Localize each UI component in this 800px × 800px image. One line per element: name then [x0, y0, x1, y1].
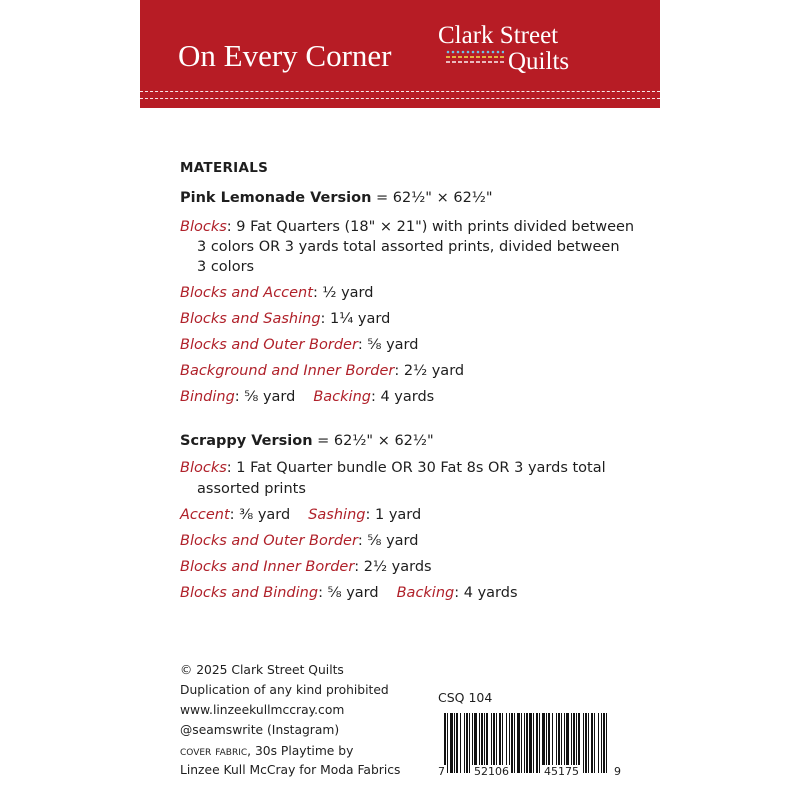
- barcode-bar: [521, 713, 522, 773]
- barcode-group-2: 45175: [544, 765, 579, 778]
- pink-version-name: Pink Lemonade Version: [180, 190, 372, 206]
- scrappy-version-size: = 62½" × 62½": [312, 433, 434, 449]
- header-banner: [140, 0, 660, 108]
- scrappy-accent-text: : ⅜ yard: [229, 507, 291, 523]
- barcode-bar: [591, 713, 593, 773]
- pink-binding-label: Binding: [180, 389, 235, 405]
- barcode-bar: [546, 713, 547, 773]
- barcode-digit-1: 7: [438, 765, 445, 778]
- barcode-digit-last: 9: [614, 765, 621, 778]
- barcode-bar: [588, 713, 589, 773]
- barcode-bar: [486, 713, 488, 773]
- barcode-bar: [514, 713, 515, 773]
- pink-background-label: Background and Inner Border: [180, 363, 395, 379]
- pink-binding-line: [180, 389, 434, 405]
- scrappy-binding-line: [180, 585, 518, 601]
- logo-line-2: Quilts: [508, 48, 570, 75]
- barcode-group-1: 52106: [474, 765, 509, 778]
- logo-line-1: Clark Street: [438, 22, 559, 49]
- barcode-bar: [454, 713, 455, 773]
- cover-fabric-text: , 30s Playtime by: [247, 744, 354, 758]
- pink-sashing-line: [180, 311, 390, 327]
- barcode-bar: [450, 713, 453, 773]
- scrappy-blocks-label: Blocks: [180, 460, 227, 476]
- pattern-title: On Every Corner: [178, 38, 392, 73]
- barcode-bar: [460, 713, 461, 773]
- pink-version-size: = 62½" × 62½": [371, 190, 493, 206]
- scrappy-binding-text: : ⅝ yard: [318, 585, 379, 601]
- barcode-bar: [539, 713, 540, 773]
- barcode-bar: [524, 713, 525, 773]
- pink-background-text: : 2½ yard: [394, 363, 465, 379]
- scrappy-outer-text: : ⅝ yard: [357, 533, 419, 549]
- scrappy-sashing-text: : 1 yard: [365, 507, 422, 523]
- barcode-bar: [484, 713, 485, 773]
- barcode-bar: [481, 713, 483, 773]
- scrappy-version-title: [180, 433, 434, 449]
- scrappy-accent-line: [180, 507, 421, 523]
- barcode-bar: [456, 713, 458, 773]
- barcode-bar: [558, 713, 560, 773]
- barcode-bar: [509, 713, 510, 773]
- barcode-bar: [474, 713, 477, 773]
- barcode-bar: [606, 713, 607, 773]
- barcode-bar: [603, 713, 605, 773]
- pink-binding-text: : ⅝ yard: [234, 389, 296, 405]
- scrappy-blocks-text: : 1 Fat Quarter bundle OR 30 Fat 8s OR 3 yards total: [226, 460, 606, 476]
- sku-code: CSQ 104: [438, 690, 493, 705]
- pink-backing-label: Backing: [313, 389, 371, 405]
- barcode-bar: [548, 713, 550, 773]
- barcode-bar: [472, 713, 473, 773]
- pattern-back-cover: [140, 0, 660, 800]
- scrappy-inner-text: : 2½ yards: [354, 559, 432, 575]
- pink-blocks-line: [180, 219, 634, 235]
- scrappy-blocks-cont: assorted prints: [197, 481, 306, 497]
- pink-outer-text: : ⅝ yard: [357, 337, 419, 353]
- barcode-bar: [464, 713, 465, 773]
- scrappy-binding-label: Blocks and Binding: [180, 585, 319, 601]
- scrappy-outer-label: Blocks and Outer Border: [180, 533, 358, 549]
- barcode-bar: [556, 713, 557, 773]
- pink-backing-text: : 4 yards: [370, 389, 435, 405]
- logo-stitch-icon: [446, 50, 504, 64]
- stitch-line-bottom: [140, 98, 660, 99]
- website-link[interactable]: www.linzeekullmccray.com: [180, 703, 345, 717]
- cover-fabric-line: [180, 743, 353, 758]
- barcode-bar: [561, 713, 562, 773]
- barcode-bar: [566, 713, 569, 773]
- pink-sashing-text: : 1¼ yard: [320, 311, 391, 327]
- cover-fabric-label: cover fabric: [180, 743, 248, 758]
- scrappy-outer-line: [180, 533, 418, 549]
- pink-blocks-cont-2: 3 colors: [197, 259, 255, 275]
- barcode-bar: [533, 713, 534, 773]
- scrappy-sashing-label: Sashing: [308, 507, 366, 523]
- pink-version-title: [180, 190, 493, 206]
- pink-sashing-label: Blocks and Sashing: [180, 311, 321, 327]
- barcode-bar: [526, 713, 528, 773]
- barcode-bar: [529, 713, 532, 773]
- pink-blocks-label: Blocks: [180, 219, 227, 235]
- barcode-bar: [491, 713, 492, 773]
- barcode-bar: [601, 713, 602, 773]
- pink-blocks-cont-1: 3 colors OR 3 yards total assorted prints, divided between: [197, 239, 620, 255]
- barcode-bar: [564, 713, 565, 773]
- barcode-bar: [576, 713, 577, 773]
- pink-background-line: [180, 363, 464, 379]
- instagram-handle: @seamswrite (Instagram): [180, 723, 340, 737]
- barcode-bar: [493, 713, 495, 773]
- pink-accent-label: Blocks and Accent: [180, 285, 313, 301]
- pink-outer-line: [180, 337, 418, 353]
- barcode-bar: [594, 713, 595, 773]
- pink-accent-text: : ½ yard: [312, 285, 374, 301]
- barcode-bar: [598, 713, 599, 773]
- scrappy-blocks-line: [180, 460, 606, 476]
- barcode-icon: [444, 713, 608, 773]
- scrappy-accent-label: Accent: [180, 507, 230, 523]
- scrappy-inner-line: [180, 559, 432, 575]
- barcode-bar: [466, 713, 468, 773]
- pink-outer-label: Blocks and Outer Border: [180, 337, 358, 353]
- scrappy-version-name: Scrappy Version: [180, 433, 313, 449]
- brand-logo: [438, 22, 588, 78]
- barcode-bar: [506, 713, 507, 773]
- barcode-bar: [571, 713, 572, 773]
- barcode-bar: [469, 713, 470, 773]
- barcode-bar: [496, 713, 497, 773]
- barcode-bar: [511, 713, 513, 773]
- barcode-bar: [444, 713, 446, 773]
- scrappy-backing-text: : 4 yards: [454, 585, 518, 601]
- barcode-bar: [573, 713, 575, 773]
- pink-blocks-text: : 9 Fat Quarters (18" × 21") with prints divided between: [226, 219, 635, 235]
- stitch-line-top: [140, 91, 660, 92]
- barcode-bar: [447, 713, 448, 773]
- barcode-bar: [499, 713, 501, 773]
- barcode-bar: [502, 713, 503, 773]
- cover-fabric-credit: Linzee Kull McCray for Moda Fabrics: [180, 763, 401, 777]
- materials-heading: MATERIALS: [180, 160, 269, 176]
- barcode-bar: [517, 713, 520, 773]
- pink-accent-line: [180, 285, 373, 301]
- barcode-bar: [542, 713, 545, 773]
- copyright-text: © 2025 Clark Street Quilts: [180, 663, 344, 677]
- scrappy-backing-label: Backing: [396, 585, 455, 601]
- barcode-bar: [585, 713, 587, 773]
- barcode-bar: [536, 713, 538, 773]
- barcode-bar: [552, 713, 553, 773]
- duplication-notice: Duplication of any kind prohibited: [180, 683, 389, 697]
- barcode-bar: [479, 713, 480, 773]
- barcode-bar: [578, 713, 580, 773]
- scrappy-inner-label: Blocks and Inner Border: [180, 559, 355, 575]
- barcode-bar: [583, 713, 584, 773]
